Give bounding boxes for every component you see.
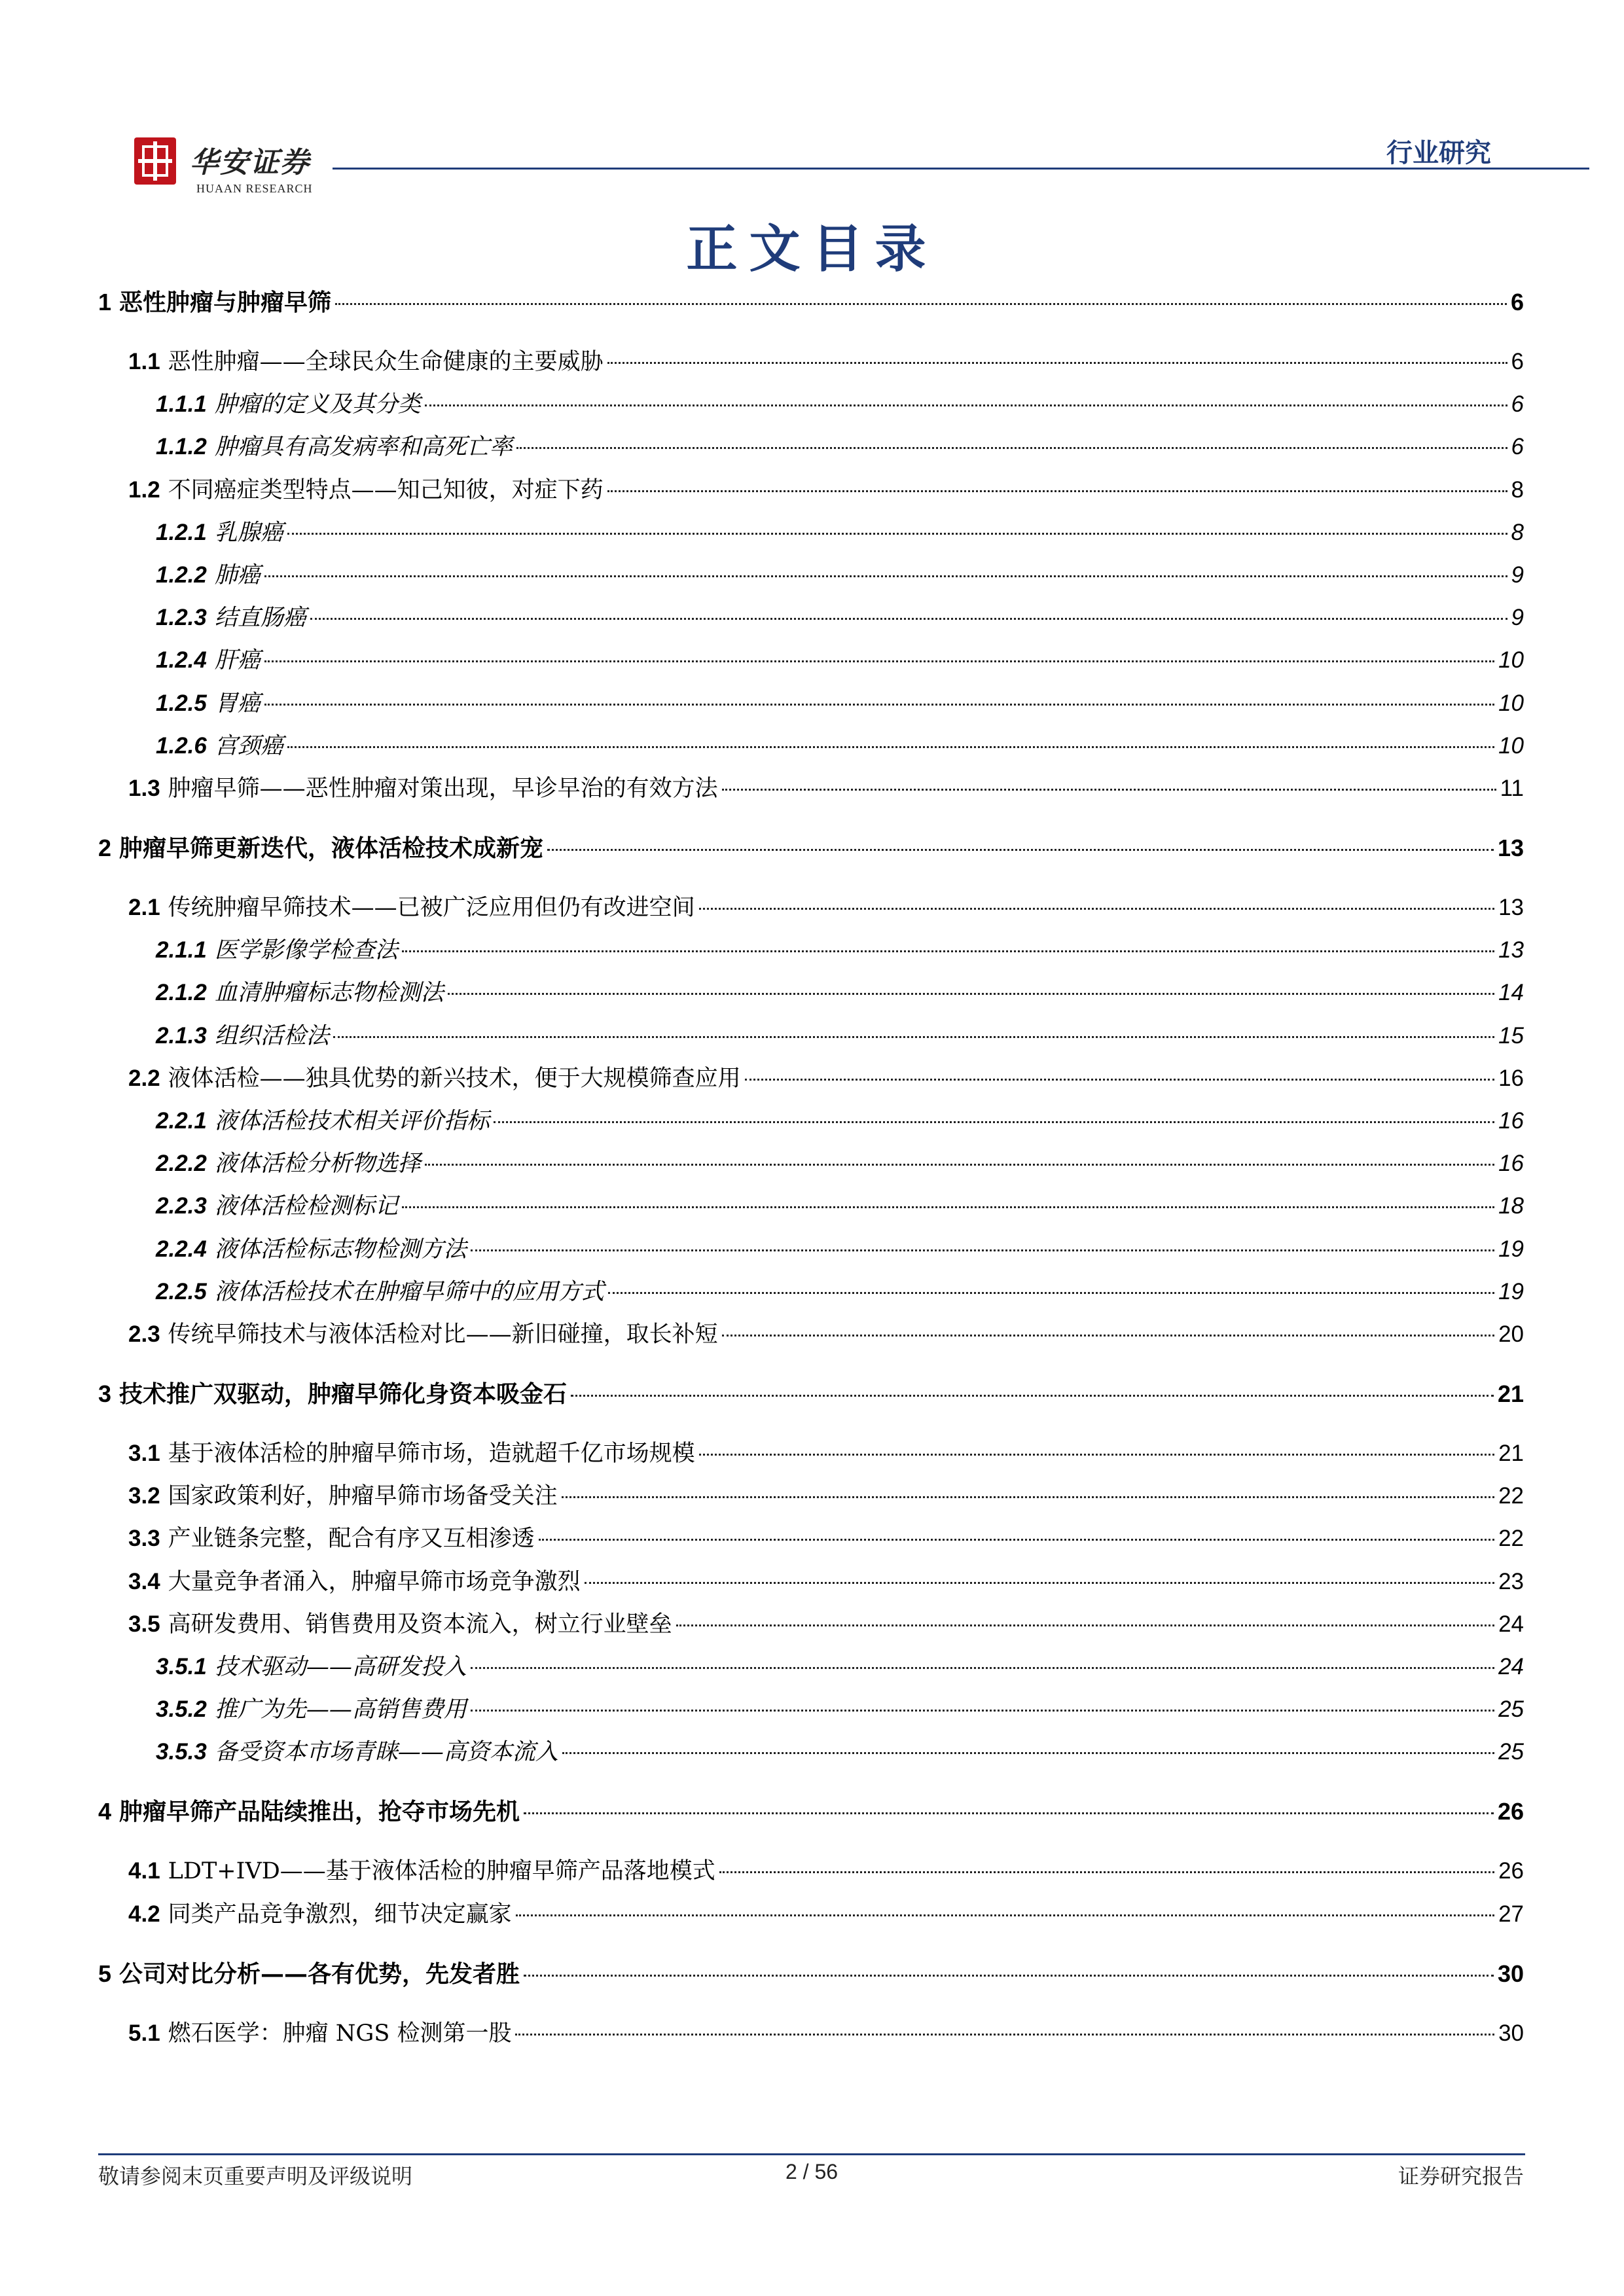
- toc-entry-text: 公司对比分析——各有优势，先发者胜: [119, 1960, 520, 1988]
- toc-entry-label: [128, 891, 695, 924]
- toc-dot-leader: [745, 1079, 1494, 1081]
- toc-entry-page: 24: [1498, 1654, 1524, 1679]
- toc-entry-text: 大量竞争者涌入，肿瘤早筛市场竞争激烈: [168, 1568, 581, 1595]
- toc-dot-leader: [699, 1454, 1494, 1456]
- toc-entry-text: 不同癌症类型特点——知己知彼，对症下药: [168, 476, 604, 503]
- toc-entry[interactable]: [156, 1276, 1524, 1308]
- toc-entry-label: [98, 1958, 520, 1990]
- toc-entry-page: 22: [1498, 1526, 1524, 1552]
- toc-entry-label: [128, 1480, 558, 1513]
- toc-entry-label: [156, 1651, 467, 1683]
- toc-entry-number: 2.2.3: [156, 1193, 207, 1219]
- toc-entry-number: 4.1: [128, 1858, 160, 1884]
- toc-entry-label: [156, 730, 283, 762]
- toc-entry-text: LDT+IVD——基于液体活检的肿瘤早筛产品落地模式: [168, 1858, 715, 1885]
- toc-entry[interactable]: [156, 977, 1524, 1009]
- toc-entry-page: 10: [1498, 690, 1524, 716]
- toc-entry-text: 传统早筛技术与液体活检对比——新旧碰撞，取长补短: [168, 1321, 718, 1348]
- toc-entry-label: [156, 1105, 490, 1138]
- toc-entry-text: 产业链条完整，配合有序又互相渗透: [168, 1526, 535, 1552]
- toc-entry-label: [156, 601, 306, 634]
- toc-entry-page: 19: [1498, 1278, 1524, 1304]
- toc-entry-number: 1.1.2: [156, 434, 207, 460]
- footer-disclaimer: 敬请参阅末页重要声明及评级说明: [98, 2164, 413, 2189]
- toc-dot-leader: [515, 2034, 1494, 2036]
- toc-entry-page: 27: [1498, 1901, 1524, 1927]
- toc-dot-leader: [562, 1496, 1494, 1498]
- toc-entry-text: 肿瘤早筛产品陆续推出，抢夺市场先机: [119, 1798, 520, 1826]
- toc-entry[interactable]: [128, 2017, 1524, 2050]
- toc-dot-leader: [547, 849, 1494, 851]
- toc-dot-leader: [516, 447, 1507, 449]
- toc-entry-label: [156, 1276, 604, 1308]
- toc-entry-page: 13: [1498, 895, 1524, 920]
- toc-entry-number: 2.1.1: [156, 937, 207, 963]
- toc-entry-label: [128, 1522, 535, 1555]
- toc-entry-text: 肿瘤早筛——恶性肿瘤对策出现，早诊早治的有效方法: [168, 776, 718, 802]
- page-number: 2 / 56: [785, 2160, 839, 2183]
- toc-dot-leader: [524, 1975, 1494, 1977]
- toc-entry-number: 1.2.5: [156, 690, 207, 716]
- toc-entry-page: 15: [1498, 1022, 1524, 1049]
- toc-entry[interactable]: [156, 1190, 1524, 1223]
- toc-entry-number: 2.2.4: [156, 1236, 207, 1262]
- toc-dot-leader: [539, 1539, 1494, 1541]
- logo-chinese-name: 华安证券: [190, 146, 310, 179]
- toc-dot-leader: [562, 1752, 1494, 1754]
- toc-entry[interactable]: [156, 431, 1524, 463]
- toc-entry[interactable]: [156, 1020, 1524, 1052]
- toc-entry[interactable]: [156, 559, 1524, 592]
- toc-entry-text: 组织活检法: [214, 1022, 329, 1049]
- toc-dot-leader: [471, 1710, 1494, 1712]
- toc-entry[interactable]: [98, 1378, 1524, 1410]
- toc-entry-text: 恶性肿瘤——全球民众生命健康的主要威胁: [168, 349, 604, 375]
- toc-entry[interactable]: [128, 346, 1524, 378]
- toc-entry-label: [128, 2017, 511, 2050]
- toc-entry-page: 25: [1498, 1739, 1524, 1765]
- toc-entry[interactable]: [128, 891, 1524, 924]
- toc-entry-number: 1.2.2: [156, 562, 207, 588]
- toc-entry[interactable]: [128, 1522, 1524, 1555]
- report-category-label: 行业研究: [1386, 137, 1491, 168]
- toc-entry[interactable]: [128, 1318, 1524, 1351]
- toc-entry-page: 13: [1497, 834, 1524, 861]
- toc-entry-number: 2.2.5: [156, 1278, 207, 1304]
- toc-entry-page: 9: [1511, 605, 1524, 631]
- toc-entry[interactable]: [156, 1693, 1524, 1726]
- toc-entry-number: 1.1.1: [156, 391, 207, 418]
- toc-entry[interactable]: [156, 730, 1524, 762]
- toc-entry-number: 1.3: [128, 776, 160, 801]
- toc-entry-text: 传统肿瘤早筛技术——已被广泛应用但仍有改进空间: [168, 895, 695, 921]
- toc-entry-number: 2.2.1: [156, 1108, 207, 1134]
- toc-dot-leader: [607, 490, 1507, 492]
- toc-entry-page: 6: [1511, 434, 1524, 460]
- toc-entry-page: 8: [1511, 519, 1524, 545]
- toc-entry-number: 4.2: [128, 1901, 160, 1927]
- toc-entry-text: 胃癌: [214, 690, 261, 717]
- toc-entry-label: [128, 1566, 581, 1598]
- toc-entry-text: 恶性肿瘤与肿瘤早筛: [119, 289, 332, 316]
- toc-entry-label: [128, 1898, 512, 1931]
- toc-entry-number: 3.5: [128, 1611, 160, 1637]
- toc-entry[interactable]: [156, 687, 1524, 720]
- toc-entry-label: [128, 1437, 695, 1470]
- toc-entry-text: 液体活检技术相关评价指标: [214, 1108, 490, 1134]
- toc-dot-leader: [608, 1292, 1494, 1294]
- footer-report-type: 证券研究报告: [1398, 2164, 1524, 2189]
- toc-dot-leader: [425, 1164, 1494, 1166]
- toc-entry-page: 19: [1498, 1236, 1524, 1262]
- toc-entry-number: 1.2.6: [156, 732, 207, 759]
- toc-entry-page: 30: [1498, 2020, 1524, 2046]
- toc-entry[interactable]: [128, 1566, 1524, 1598]
- toc-entry[interactable]: [98, 1958, 1524, 1990]
- toc-entry-label: [156, 516, 283, 549]
- toc-entry[interactable]: [156, 644, 1524, 677]
- toc-entry-page: 6: [1510, 289, 1524, 315]
- toc-dot-leader: [333, 1036, 1494, 1038]
- toc-entry-number: 5: [98, 1960, 112, 1987]
- toc-entry-label: [156, 934, 398, 967]
- toc-entry-page: 18: [1498, 1193, 1524, 1219]
- toc-entry-page: 25: [1498, 1696, 1524, 1723]
- toc-entry[interactable]: [128, 1437, 1524, 1470]
- toc-entry-text: 肿瘤的定义及其分类: [214, 391, 421, 418]
- toc-entry-page: 13: [1498, 937, 1524, 963]
- toc-entry-label: [128, 474, 604, 507]
- toc-entry-page: 20: [1498, 1321, 1524, 1347]
- toc-entry-page: 10: [1498, 647, 1524, 673]
- toc-entry-label: [156, 1736, 558, 1768]
- toc-entry-text: 同类产品竞争激烈，细节决定赢家: [168, 1901, 512, 1928]
- toc-entry-label: [128, 1608, 672, 1641]
- toc-dot-leader: [524, 1812, 1494, 1814]
- toc-entry[interactable]: [156, 1105, 1524, 1138]
- toc-entry-number: 3: [98, 1380, 112, 1407]
- toc-entry-text: 液体活检分析物选择: [214, 1151, 421, 1177]
- toc-entry-text: 血清肿瘤标志物检测法: [214, 980, 444, 1007]
- toc-entry-label: [156, 1020, 329, 1052]
- toc-entry-label: [98, 1378, 567, 1410]
- toc-entry-page: 21: [1498, 1441, 1524, 1466]
- toc-entry-label: [128, 1062, 741, 1095]
- toc-dot-leader: [448, 993, 1494, 995]
- toc-entry-label: [156, 644, 261, 677]
- toc-entry-label: [128, 772, 718, 805]
- toc-entry[interactable]: [156, 516, 1524, 549]
- toc-entry-text: 肝癌: [214, 647, 261, 674]
- toc-dot-leader: [571, 1395, 1494, 1397]
- toc-entry-page: 10: [1498, 732, 1524, 759]
- toc-entry-label: [156, 1693, 467, 1726]
- toc-entry-label: [156, 1190, 398, 1223]
- footer-divider: [98, 2153, 1525, 2155]
- toc-entry[interactable]: [128, 772, 1524, 805]
- toc-dot-leader: [310, 618, 1507, 620]
- toc-entry-number: 1.2: [128, 476, 160, 503]
- toc-entry-text: 肺癌: [214, 562, 261, 588]
- toc-entry-number: 2.3: [128, 1321, 160, 1347]
- toc-entry-label: [128, 346, 604, 378]
- toc-entry-text: 液体活检技术在肿瘤早筛中的应用方式: [214, 1278, 604, 1305]
- toc-entry-page: 16: [1498, 1108, 1524, 1134]
- toc-entry[interactable]: [128, 1898, 1524, 1931]
- toc-entry-page: 6: [1511, 349, 1524, 374]
- toc-dot-leader: [676, 1624, 1494, 1626]
- toc-entry-label: [128, 1318, 718, 1351]
- toc-entry-label: [156, 1233, 467, 1266]
- toc-dot-leader: [471, 1667, 1494, 1669]
- toc-entry-label: [98, 286, 331, 319]
- toc-entry[interactable]: [128, 1480, 1524, 1513]
- toc-dot-leader: [699, 908, 1494, 910]
- toc-entry-number: 4: [98, 1798, 112, 1825]
- toc-entry[interactable]: [128, 1608, 1524, 1641]
- toc-entry-number: 5.1: [128, 2020, 160, 2046]
- toc-entry[interactable]: [156, 1147, 1524, 1180]
- toc-entry[interactable]: [98, 832, 1524, 865]
- toc-entry-text: 技术推广双驱动，肿瘤早筛化身资本吸金石: [119, 1380, 568, 1408]
- toc-dot-leader: [335, 303, 1507, 305]
- toc-entry-number: 3.3: [128, 1526, 160, 1552]
- toc-entry-label: [98, 832, 543, 865]
- toc-dot-leader: [585, 1582, 1494, 1584]
- toc-entry-label: [128, 1855, 715, 1888]
- toc-dot-leader: [425, 404, 1507, 406]
- toc-entry-number: 1.2.4: [156, 647, 207, 673]
- toc-entry-page: 6: [1511, 391, 1524, 418]
- toc-entry-text: 推广为先——高销售费用: [214, 1696, 467, 1723]
- toc-entry-page: 22: [1498, 1483, 1524, 1509]
- toc-entry[interactable]: [156, 1233, 1524, 1266]
- toc-dot-leader: [264, 704, 1494, 706]
- toc-dot-leader: [722, 789, 1496, 791]
- toc-dot-leader: [402, 1206, 1494, 1208]
- toc-entry-text: 肿瘤具有高发病率和高死亡率: [214, 434, 513, 461]
- toc-entry-text: 基于液体活检的肿瘤早筛市场，造就超千亿市场规模: [168, 1441, 695, 1467]
- toc-entry[interactable]: [98, 286, 1524, 319]
- toc-dot-leader: [287, 533, 1507, 535]
- toc-dot-leader: [471, 1249, 1494, 1251]
- toc-entry-number: 2.2.2: [156, 1151, 207, 1177]
- toc-entry-page: 21: [1497, 1380, 1524, 1407]
- toc-entry-number: 3.5.1: [156, 1654, 207, 1679]
- logo-english-name: HUAAN RESEARCH: [196, 182, 313, 195]
- toc-dot-leader: [402, 950, 1494, 952]
- toc-entry-text: 液体活检——独具优势的新兴技术，便于大规模筛查应用: [168, 1065, 741, 1092]
- toc-entry[interactable]: [156, 934, 1524, 967]
- toc-entry-number: 1: [98, 289, 112, 315]
- toc-entry-page: 8: [1511, 476, 1524, 503]
- toc-entry-page: 16: [1498, 1151, 1524, 1177]
- toc-entry-page: 24: [1498, 1611, 1524, 1637]
- toc-entry-text: 结直肠癌: [214, 605, 306, 632]
- toc-entry[interactable]: [128, 474, 1524, 507]
- toc-entry-label: [156, 559, 261, 592]
- toc-entry-number: 2.1: [128, 895, 160, 920]
- toc-dot-leader: [264, 660, 1494, 662]
- toc-entry-number: 1.2.1: [156, 519, 207, 545]
- toc-entry-number: 1.1: [128, 349, 160, 374]
- toc-entry-number: 3.4: [128, 1568, 160, 1594]
- toc-entry-number: 3.2: [128, 1483, 160, 1509]
- toc-entry-page: 26: [1498, 1858, 1524, 1884]
- toc-entry-text: 高研发费用、销售费用及资本流入，树立行业壁垒: [168, 1611, 672, 1638]
- toc-dot-leader: [264, 575, 1507, 577]
- toc-entry-label: [156, 431, 513, 463]
- toc-entry-label: [156, 977, 444, 1009]
- toc-entry[interactable]: [128, 1062, 1524, 1095]
- toc-entry-page: 23: [1498, 1568, 1524, 1594]
- toc-entry-text: 液体活检检测标记: [214, 1193, 398, 1220]
- toc-entry[interactable]: [156, 1736, 1524, 1768]
- toc-entry-label: [156, 1147, 421, 1180]
- toc-dot-leader: [722, 1335, 1494, 1336]
- toc-entry[interactable]: [156, 601, 1524, 634]
- page-title: 正文目录: [686, 219, 938, 279]
- toc-entry-number: 3.5.3: [156, 1739, 207, 1765]
- toc-dot-leader: [516, 1914, 1494, 1916]
- toc-entry-number: 1.2.3: [156, 605, 207, 631]
- toc-entry-label: [156, 687, 261, 720]
- toc-entry-page: 14: [1498, 980, 1524, 1006]
- toc-entry-number: 3.1: [128, 1441, 160, 1466]
- toc-entry-text: 技术驱动——高研发投入: [214, 1654, 467, 1680]
- toc-entry-text: 肿瘤早筛更新迭代，液体活检技术成新宠: [119, 834, 544, 862]
- toc-entry-number: 2.1.3: [156, 1022, 207, 1049]
- toc-entry-text: 液体活检标志物检测方法: [214, 1236, 467, 1263]
- toc-entry[interactable]: [128, 1855, 1524, 1888]
- toc-entry-text: 乳腺癌: [214, 519, 283, 546]
- toc-entry-number: 2: [98, 834, 112, 861]
- toc-dot-leader: [494, 1121, 1494, 1123]
- toc-entry[interactable]: [98, 1795, 1524, 1828]
- toc-entry-label: [98, 1795, 520, 1828]
- toc-entry-text: 医学影像学检查法: [214, 937, 398, 964]
- toc-entry[interactable]: [156, 1651, 1524, 1683]
- toc-entry-number: 2.2: [128, 1065, 160, 1091]
- toc-entry-page: 30: [1497, 1960, 1524, 1987]
- toc-entry-number: 2.1.2: [156, 980, 207, 1006]
- toc-entry-text: 备受资本市场青睐——高资本流入: [214, 1739, 558, 1766]
- toc-entry[interactable]: [156, 388, 1524, 421]
- toc-dot-leader: [607, 362, 1507, 364]
- toc-entry-text: 燃石医学：肿瘤 NGS 检测第一股: [168, 2020, 512, 2047]
- toc-entry-text: 宫颈癌: [214, 732, 283, 759]
- toc-entry-text: 国家政策利好，肿瘤早筛市场备受关注: [168, 1483, 558, 1510]
- toc-entry-page: 11: [1500, 776, 1524, 801]
- toc-entry-page: 26: [1497, 1798, 1524, 1825]
- toc-entry-page: 9: [1511, 562, 1524, 588]
- toc-entry-label: [156, 388, 421, 421]
- toc-entry-page: 16: [1498, 1065, 1524, 1091]
- toc-dot-leader: [719, 1871, 1494, 1873]
- toc-dot-leader: [287, 746, 1494, 748]
- toc-entry-number: 3.5.2: [156, 1696, 207, 1723]
